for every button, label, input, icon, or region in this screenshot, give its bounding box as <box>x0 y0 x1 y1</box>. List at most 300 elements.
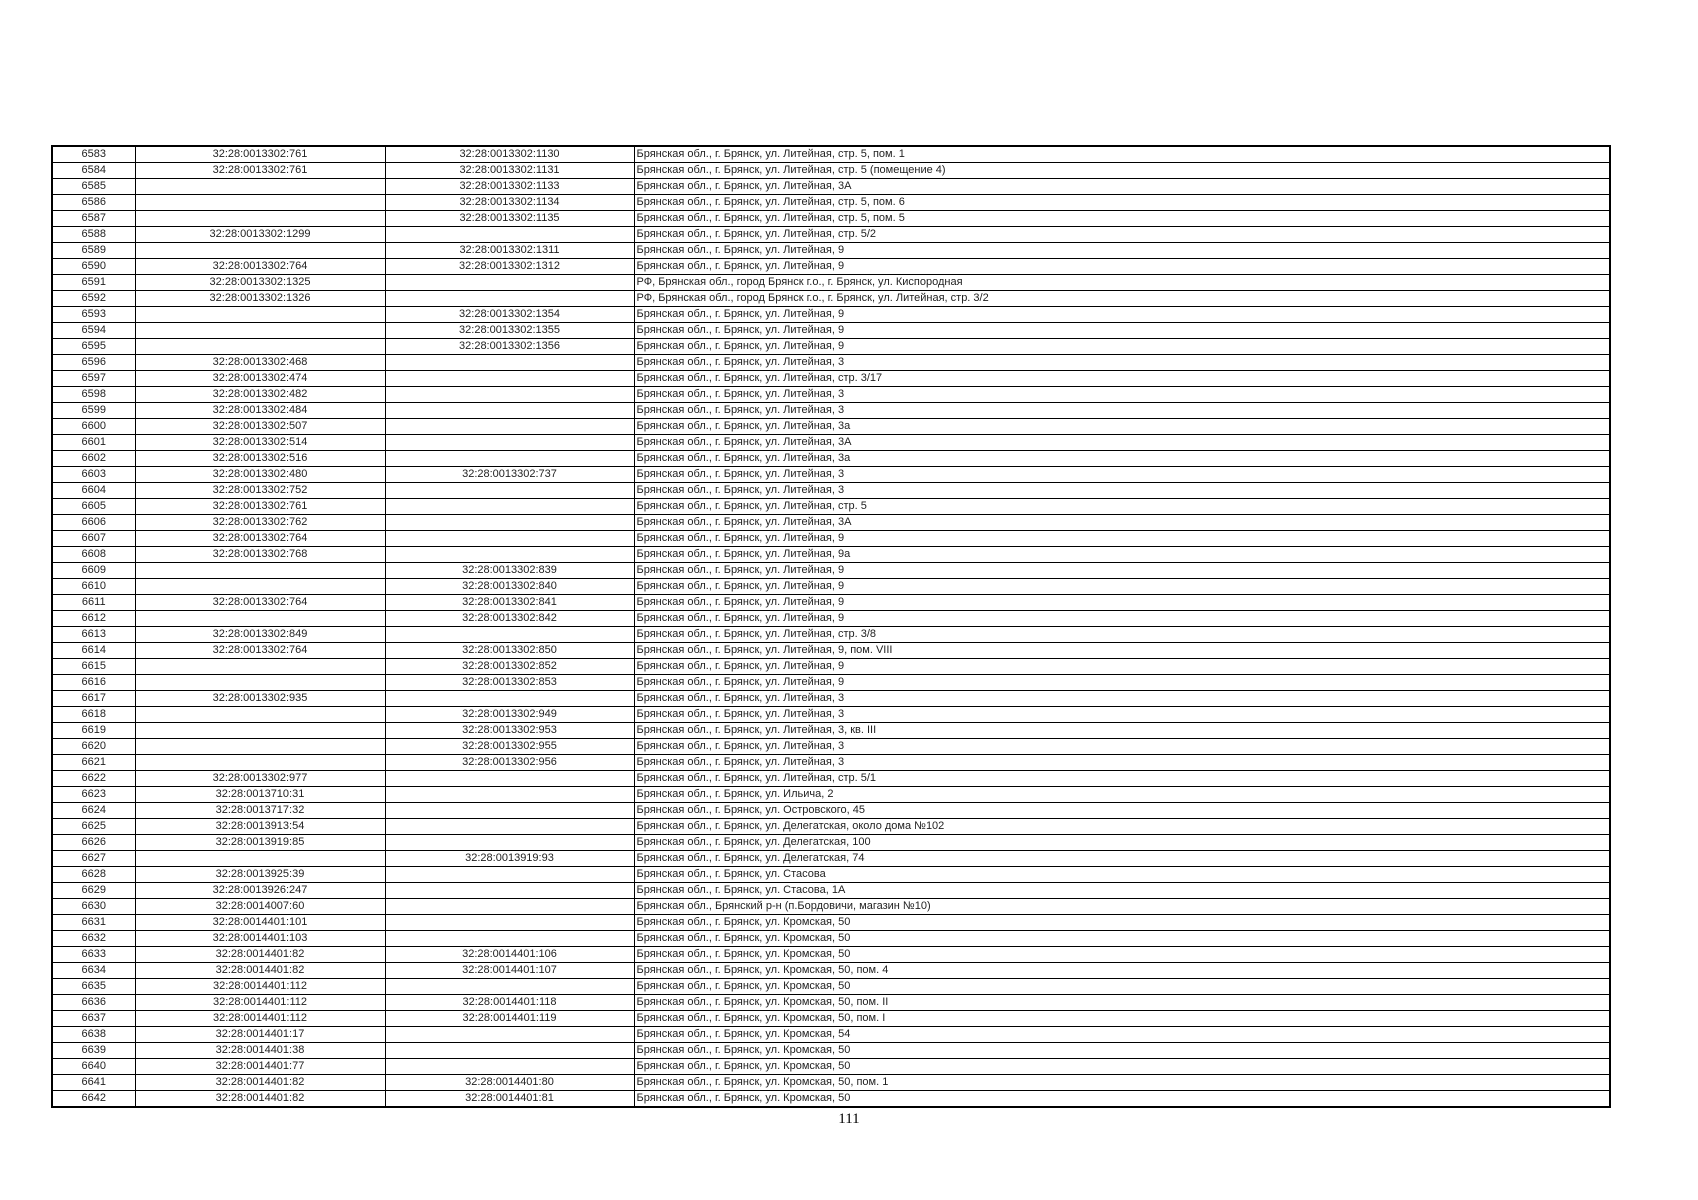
table-row <box>52 931 1610 947</box>
row-number-cell: 6635 <box>52 979 135 995</box>
object-number-cell <box>385 227 634 243</box>
table-row <box>52 146 1610 163</box>
parcel-number-cell <box>135 195 385 211</box>
row-number-cell: 6622 <box>52 771 135 787</box>
parcel-number-cell: 32:28:0013302:1326 <box>135 291 385 307</box>
row-number-cell: 6605 <box>52 499 135 515</box>
object-number-cell: 32:28:0013302:1134 <box>385 195 634 211</box>
object-number-cell <box>385 771 634 787</box>
row-number-cell: 6604 <box>52 483 135 499</box>
object-number-cell <box>385 931 634 947</box>
parcel-number-cell: 32:28:0013302:761 <box>135 163 385 179</box>
object-number-cell: 32:28:0013302:852 <box>385 659 634 675</box>
object-number-cell: 32:28:0013302:956 <box>385 755 634 771</box>
parcel-number-cell <box>135 179 385 195</box>
address-cell: Брянская обл., г. Брянск, ул. Литейная, 3 <box>634 707 1610 723</box>
object-number-cell: 32:28:0013302:1356 <box>385 339 634 355</box>
table-row <box>52 179 1610 195</box>
table-row <box>52 787 1610 803</box>
parcel-number-cell: 32:28:0013302:849 <box>135 627 385 643</box>
address-cell: Брянская обл., г. Брянск, ул. Кромская, 50 <box>634 1091 1610 1108</box>
parcel-number-cell: 32:28:0014401:77 <box>135 1059 385 1075</box>
table-row <box>52 1059 1610 1075</box>
object-number-cell <box>385 883 634 899</box>
table-row <box>52 339 1610 355</box>
address-cell: Брянская обл., г. Брянск, ул. Литейная, 9 <box>634 323 1610 339</box>
table-row <box>52 291 1610 307</box>
address-cell: Брянская обл., г. Брянск, ул. Литейная, 9, пом. VIII <box>634 643 1610 659</box>
table-row <box>52 659 1610 675</box>
row-number-cell: 6633 <box>52 947 135 963</box>
object-number-cell <box>385 435 634 451</box>
row-number-cell: 6607 <box>52 531 135 547</box>
object-number-cell: 32:28:0013302:1355 <box>385 323 634 339</box>
table-row <box>52 819 1610 835</box>
address-cell: Брянская обл., г. Брянск, ул. Кромская, 50 <box>634 1059 1610 1075</box>
parcel-number-cell: 32:28:0013302:761 <box>135 146 385 163</box>
parcel-number-cell: 32:28:0013302:507 <box>135 419 385 435</box>
row-number-cell: 6590 <box>52 259 135 275</box>
row-number-cell: 6634 <box>52 963 135 979</box>
row-number-cell: 6625 <box>52 819 135 835</box>
address-cell: Брянская обл., г. Брянск, ул. Литейная, 3А <box>634 179 1610 195</box>
address-cell: Брянская обл., г. Брянск, ул. Литейная, 3 <box>634 355 1610 371</box>
row-number-cell: 6594 <box>52 323 135 339</box>
table-row <box>52 915 1610 931</box>
object-number-cell: 32:28:0013302:1312 <box>385 259 634 275</box>
parcel-number-cell: 32:28:0013302:474 <box>135 371 385 387</box>
parcel-number-cell <box>135 611 385 627</box>
parcel-number-cell <box>135 307 385 323</box>
object-number-cell <box>385 355 634 371</box>
table-row <box>52 899 1610 915</box>
parcel-number-cell <box>135 851 385 867</box>
parcel-number-cell <box>135 323 385 339</box>
parcel-number-cell: 32:28:0014007:60 <box>135 899 385 915</box>
table-row <box>52 675 1610 691</box>
row-number-cell: 6613 <box>52 627 135 643</box>
object-number-cell <box>385 691 634 707</box>
parcel-number-cell: 32:28:0014401:112 <box>135 995 385 1011</box>
parcel-number-cell: 32:28:0014401:103 <box>135 931 385 947</box>
object-number-cell <box>385 547 634 563</box>
table-row <box>52 403 1610 419</box>
table-row <box>52 755 1610 771</box>
address-cell: Брянская обл., г. Брянск, ул. Литейная, стр. 3/8 <box>634 627 1610 643</box>
address-cell: Брянская обл., г. Брянск, ул. Литейная, 3а <box>634 419 1610 435</box>
parcel-number-cell: 32:28:0014401:82 <box>135 1075 385 1091</box>
object-number-cell: 32:28:0013302:737 <box>385 467 634 483</box>
row-number-cell: 6630 <box>52 899 135 915</box>
table-row <box>52 627 1610 643</box>
table-row <box>52 419 1610 435</box>
object-number-cell: 32:28:0013302:1354 <box>385 307 634 323</box>
address-cell: Брянская обл., г. Брянск, ул. Кромская, 50 <box>634 947 1610 963</box>
row-number-cell: 6624 <box>52 803 135 819</box>
parcel-number-cell: 32:28:0013302:1299 <box>135 227 385 243</box>
address-cell: Брянская обл., г. Брянск, ул. Литейная, стр. 5 (помещение 4) <box>634 163 1610 179</box>
row-number-cell: 6609 <box>52 563 135 579</box>
parcel-number-cell: 32:28:0014401:101 <box>135 915 385 931</box>
table-row <box>52 579 1610 595</box>
address-cell: Брянская обл., г. Брянск, ул. Кромская, 50 <box>634 931 1610 947</box>
address-cell: Брянская обл., г. Брянск, ул. Ильича, 2 <box>634 787 1610 803</box>
row-number-cell: 6600 <box>52 419 135 435</box>
object-number-cell <box>385 483 634 499</box>
table-row <box>52 243 1610 259</box>
object-number-cell: 32:28:0013919:93 <box>385 851 634 867</box>
object-number-cell <box>385 1027 634 1043</box>
parcel-number-cell: 32:28:0014401:17 <box>135 1027 385 1043</box>
table-row <box>52 963 1610 979</box>
table-row <box>52 563 1610 579</box>
page-number: 111 <box>838 1111 860 1127</box>
object-number-cell: 32:28:0013302:955 <box>385 739 634 755</box>
parcel-number-cell: 32:28:0013302:935 <box>135 691 385 707</box>
parcel-number-cell: 32:28:0013710:31 <box>135 787 385 803</box>
parcel-number-cell <box>135 755 385 771</box>
row-number-cell: 6588 <box>52 227 135 243</box>
address-cell: Брянская обл., г. Брянск, ул. Делегатская, 100 <box>634 835 1610 851</box>
table-row <box>52 995 1610 1011</box>
table-row <box>52 355 1610 371</box>
object-number-cell: 32:28:0013302:1135 <box>385 211 634 227</box>
parcel-number-cell: 32:28:0013919:85 <box>135 835 385 851</box>
object-number-cell: 32:28:0013302:839 <box>385 563 634 579</box>
parcel-number-cell: 32:28:0013302:480 <box>135 467 385 483</box>
object-number-cell <box>385 387 634 403</box>
address-cell: Брянская обл., г. Брянск, ул. Литейная, 9 <box>634 563 1610 579</box>
address-cell: Брянская обл., г. Брянск, ул. Литейная, 3 <box>634 387 1610 403</box>
row-number-cell: 6592 <box>52 291 135 307</box>
address-cell: Брянская обл., г. Брянск, ул. Стасова, 1А <box>634 883 1610 899</box>
address-cell: Брянская обл., г. Брянск, ул. Литейная, 9 <box>634 243 1610 259</box>
address-cell: Брянская обл., г. Брянск, ул. Литейная, 3 <box>634 739 1610 755</box>
parcel-number-cell <box>135 579 385 595</box>
parcel-number-cell: 32:28:0013302:977 <box>135 771 385 787</box>
row-number-cell: 6623 <box>52 787 135 803</box>
row-number-cell: 6584 <box>52 163 135 179</box>
row-number-cell: 6615 <box>52 659 135 675</box>
table-row <box>52 323 1610 339</box>
parcel-number-cell <box>135 243 385 259</box>
table-row <box>52 371 1610 387</box>
row-number-cell: 6599 <box>52 403 135 419</box>
table-row <box>52 163 1610 179</box>
row-number-cell: 6619 <box>52 723 135 739</box>
address-cell: РФ, Брянская обл., город Брянск г.о., г. Брянск, ул. Литейная, стр. 3/2 <box>634 291 1610 307</box>
row-number-cell: 6601 <box>52 435 135 451</box>
address-cell: Брянская обл., г. Брянск, ул. Кромская, 50, пом. II <box>634 995 1610 1011</box>
object-number-cell <box>385 275 634 291</box>
row-number-cell: 6627 <box>52 851 135 867</box>
row-number-cell: 6632 <box>52 931 135 947</box>
object-number-cell: 32:28:0014401:106 <box>385 947 634 963</box>
parcel-number-cell: 32:28:0013302:764 <box>135 643 385 659</box>
address-cell: Брянская обл., г. Брянск, ул. Литейная, стр. 5/1 <box>634 771 1610 787</box>
address-cell: Брянская обл., г. Брянск, ул. Кромская, 50, пом. 4 <box>634 963 1610 979</box>
address-cell: Брянская обл., г. Брянск, ул. Литейная, 9 <box>634 611 1610 627</box>
table-row <box>52 979 1610 995</box>
address-cell: Брянская обл., г. Брянск, ул. Литейная, 3А <box>634 515 1610 531</box>
address-cell: Брянская обл., г. Брянск, ул. Литейная, 9 <box>634 307 1610 323</box>
parcel-number-cell <box>135 707 385 723</box>
object-number-cell: 32:28:0013302:842 <box>385 611 634 627</box>
row-number-cell: 6637 <box>52 1011 135 1027</box>
table-row <box>52 611 1610 627</box>
object-number-cell: 32:28:0014401:80 <box>385 1075 634 1091</box>
parcel-number-cell: 32:28:0013717:32 <box>135 803 385 819</box>
row-number-cell: 6591 <box>52 275 135 291</box>
object-number-cell <box>385 403 634 419</box>
row-number-cell: 6639 <box>52 1043 135 1059</box>
records-table <box>51 145 1611 1108</box>
row-number-cell: 6595 <box>52 339 135 355</box>
table-row <box>52 1043 1610 1059</box>
object-number-cell: 32:28:0014401:119 <box>385 1011 634 1027</box>
object-number-cell: 32:28:0013302:953 <box>385 723 634 739</box>
address-cell: Брянская обл., г. Брянск, ул. Литейная, 9 <box>634 579 1610 595</box>
table-row <box>52 387 1610 403</box>
object-number-cell <box>385 915 634 931</box>
object-number-cell <box>385 499 634 515</box>
table-row <box>52 867 1610 883</box>
address-cell: Брянская обл., Брянский р-н (п.Бордовичи, магазин №10) <box>634 899 1610 915</box>
address-cell: Брянская обл., г. Брянск, ул. Литейная, 3 <box>634 467 1610 483</box>
object-number-cell <box>385 515 634 531</box>
row-number-cell: 6610 <box>52 579 135 595</box>
row-number-cell: 6606 <box>52 515 135 531</box>
address-cell: Брянская обл., г. Брянск, ул. Литейная, 3 <box>634 691 1610 707</box>
address-cell: Брянская обл., г. Брянск, ул. Стасова <box>634 867 1610 883</box>
parcel-number-cell: 32:28:0013302:484 <box>135 403 385 419</box>
parcel-number-cell: 32:28:0013302:516 <box>135 451 385 467</box>
row-number-cell: 6621 <box>52 755 135 771</box>
object-number-cell <box>385 419 634 435</box>
parcel-number-cell <box>135 739 385 755</box>
row-number-cell: 6618 <box>52 707 135 723</box>
address-cell: Брянская обл., г. Брянск, ул. Литейная, 3а <box>634 451 1610 467</box>
object-number-cell <box>385 1059 634 1075</box>
address-cell: Брянская обл., г. Брянск, ул. Делегатская, 74 <box>634 851 1610 867</box>
address-cell: Брянская обл., г. Брянск, ул. Литейная, 9 <box>634 659 1610 675</box>
row-number-cell: 6626 <box>52 835 135 851</box>
object-number-cell <box>385 291 634 307</box>
object-number-cell: 32:28:0013302:1131 <box>385 163 634 179</box>
address-cell: Брянская обл., г. Брянск, ул. Литейная, 9 <box>634 259 1610 275</box>
address-cell: Брянская обл., г. Брянск, ул. Литейная, стр. 3/17 <box>634 371 1610 387</box>
row-number-cell: 6585 <box>52 179 135 195</box>
table-row <box>52 707 1610 723</box>
object-number-cell: 32:28:0014401:107 <box>385 963 634 979</box>
object-number-cell <box>385 451 634 467</box>
row-number-cell: 6602 <box>52 451 135 467</box>
table-row <box>52 499 1610 515</box>
parcel-number-cell: 32:28:0013302:761 <box>135 499 385 515</box>
address-cell: Брянская обл., г. Брянск, ул. Островского, 45 <box>634 803 1610 819</box>
parcel-number-cell: 32:28:0014401:112 <box>135 1011 385 1027</box>
row-number-cell: 6583 <box>52 146 135 163</box>
table-row <box>52 483 1610 499</box>
parcel-number-cell: 32:28:0013302:762 <box>135 515 385 531</box>
table-row <box>52 259 1610 275</box>
table-row <box>52 515 1610 531</box>
object-number-cell: 32:28:0013302:949 <box>385 707 634 723</box>
row-number-cell: 6638 <box>52 1027 135 1043</box>
address-cell: Брянская обл., г. Брянск, ул. Литейная, 3 <box>634 755 1610 771</box>
parcel-number-cell: 32:28:0014401:112 <box>135 979 385 995</box>
address-cell: Брянская обл., г. Брянск, ул. Литейная, 3, кв. III <box>634 723 1610 739</box>
row-number-cell: 6614 <box>52 643 135 659</box>
table-row <box>52 771 1610 787</box>
object-number-cell <box>385 819 634 835</box>
row-number-cell: 6640 <box>52 1059 135 1075</box>
object-number-cell <box>385 787 634 803</box>
object-number-cell: 32:28:0014401:81 <box>385 1091 634 1108</box>
object-number-cell <box>385 627 634 643</box>
table-row <box>52 531 1610 547</box>
row-number-cell: 6616 <box>52 675 135 691</box>
row-number-cell: 6608 <box>52 547 135 563</box>
row-number-cell: 6612 <box>52 611 135 627</box>
table-row <box>52 307 1610 323</box>
row-number-cell: 6587 <box>52 211 135 227</box>
table-row <box>52 835 1610 851</box>
parcel-number-cell <box>135 339 385 355</box>
table-row <box>52 227 1610 243</box>
object-number-cell <box>385 803 634 819</box>
table-row <box>52 723 1610 739</box>
object-number-cell: 32:28:0013302:1130 <box>385 146 634 163</box>
parcel-number-cell: 32:28:0013302:764 <box>135 259 385 275</box>
object-number-cell: 32:28:0013302:1133 <box>385 179 634 195</box>
address-cell: Брянская обл., г. Брянск, ул. Кромская, 54 <box>634 1027 1610 1043</box>
row-number-cell: 6593 <box>52 307 135 323</box>
parcel-number-cell <box>135 675 385 691</box>
table-row <box>52 275 1610 291</box>
table-row <box>52 451 1610 467</box>
parcel-number-cell <box>135 563 385 579</box>
object-number-cell: 32:28:0013302:850 <box>385 643 634 659</box>
table-row <box>52 195 1610 211</box>
address-cell: Брянская обл., г. Брянск, ул. Литейная, 9 <box>634 531 1610 547</box>
address-cell: Брянская обл., г. Брянск, ул. Кромская, 50 <box>634 915 1610 931</box>
table-row <box>52 595 1610 611</box>
address-cell: Брянская обл., г. Брянск, ул. Литейная, стр. 5/2 <box>634 227 1610 243</box>
address-cell: РФ, Брянская обл., город Брянск г.о., г. Брянск, ул. Киспородная <box>634 275 1610 291</box>
address-cell: Брянская обл., г. Брянск, ул. Делегатская, около дома №102 <box>634 819 1610 835</box>
address-cell: Брянская обл., г. Брянск, ул. Литейная, 9 <box>634 595 1610 611</box>
address-cell: Брянская обл., г. Брянск, ул. Литейная, стр. 5, пом. 5 <box>634 211 1610 227</box>
object-number-cell: 32:28:0013302:840 <box>385 579 634 595</box>
parcel-number-cell: 32:28:0013926:247 <box>135 883 385 899</box>
row-number-cell: 6620 <box>52 739 135 755</box>
row-number-cell: 6628 <box>52 867 135 883</box>
parcel-number-cell: 32:28:0014401:82 <box>135 963 385 979</box>
object-number-cell <box>385 371 634 387</box>
object-number-cell <box>385 867 634 883</box>
table-row <box>52 435 1610 451</box>
row-number-cell: 6641 <box>52 1075 135 1091</box>
address-cell: Брянская обл., г. Брянск, ул. Литейная, 9 <box>634 339 1610 355</box>
object-number-cell <box>385 1043 634 1059</box>
object-number-cell: 32:28:0013302:841 <box>385 595 634 611</box>
parcel-number-cell: 32:28:0013302:764 <box>135 595 385 611</box>
row-number-cell: 6617 <box>52 691 135 707</box>
row-number-cell: 6611 <box>52 595 135 611</box>
parcel-number-cell: 32:28:0013913:54 <box>135 819 385 835</box>
object-number-cell <box>385 835 634 851</box>
table-row <box>52 547 1610 563</box>
object-number-cell: 32:28:0014401:118 <box>385 995 634 1011</box>
row-number-cell: 6631 <box>52 915 135 931</box>
parcel-number-cell <box>135 723 385 739</box>
parcel-number-cell: 32:28:0014401:82 <box>135 1091 385 1108</box>
object-number-cell <box>385 979 634 995</box>
row-number-cell: 6597 <box>52 371 135 387</box>
row-number-cell: 6629 <box>52 883 135 899</box>
table-row <box>52 467 1610 483</box>
address-cell: Брянская обл., г. Брянск, ул. Литейная, 3 <box>634 403 1610 419</box>
parcel-number-cell: 32:28:0013302:514 <box>135 435 385 451</box>
address-cell: Брянская обл., г. Брянск, ул. Кромская, 50 <box>634 979 1610 995</box>
table-row <box>52 643 1610 659</box>
parcel-number-cell: 32:28:0013302:482 <box>135 387 385 403</box>
parcel-number-cell: 32:28:0013925:39 <box>135 867 385 883</box>
parcel-number-cell: 32:28:0013302:768 <box>135 547 385 563</box>
row-number-cell: 6596 <box>52 355 135 371</box>
table-row <box>52 851 1610 867</box>
parcel-number-cell: 32:28:0013302:1325 <box>135 275 385 291</box>
object-number-cell <box>385 899 634 915</box>
parcel-number-cell: 32:28:0013302:764 <box>135 531 385 547</box>
row-number-cell: 6636 <box>52 995 135 1011</box>
parcel-number-cell: 32:28:0014401:38 <box>135 1043 385 1059</box>
address-cell: Брянская обл., г. Брянск, ул. Литейная, 9 <box>634 675 1610 691</box>
object-number-cell: 32:28:0013302:853 <box>385 675 634 691</box>
address-cell: Брянская обл., г. Брянск, ул. Кромская, 50 <box>634 1043 1610 1059</box>
table-body <box>52 146 1610 1107</box>
parcel-number-cell: 32:28:0014401:82 <box>135 947 385 963</box>
row-number-cell: 6586 <box>52 195 135 211</box>
parcel-number-cell: 32:28:0013302:752 <box>135 483 385 499</box>
address-cell: Брянская обл., г. Брянск, ул. Литейная, стр. 5, пом. 6 <box>634 195 1610 211</box>
parcel-number-cell: 32:28:0013302:468 <box>135 355 385 371</box>
table-row <box>52 1091 1610 1108</box>
parcel-number-cell <box>135 659 385 675</box>
row-number-cell: 6589 <box>52 243 135 259</box>
table-row <box>52 691 1610 707</box>
address-cell: Брянская обл., г. Брянск, ул. Литейная, 3А <box>634 435 1610 451</box>
address-cell: Брянская обл., г. Брянск, ул. Литейная, 3 <box>634 483 1610 499</box>
table-row <box>52 883 1610 899</box>
parcel-number-cell <box>135 211 385 227</box>
table-row <box>52 1027 1610 1043</box>
address-cell: Брянская обл., г. Брянск, ул. Кромская, 50, пом. I <box>634 1011 1610 1027</box>
address-cell: Брянская обл., г. Брянск, ул. Кромская, 50, пом. 1 <box>634 1075 1610 1091</box>
table-row <box>52 803 1610 819</box>
address-cell: Брянская обл., г. Брянск, ул. Литейная, стр. 5, пом. 1 <box>634 146 1610 163</box>
table-row <box>52 211 1610 227</box>
row-number-cell: 6598 <box>52 387 135 403</box>
table-row <box>52 1011 1610 1027</box>
address-cell: Брянская обл., г. Брянск, ул. Литейная, стр. 5 <box>634 499 1610 515</box>
table-row <box>52 1075 1610 1091</box>
table-row <box>52 947 1610 963</box>
row-number-cell: 6642 <box>52 1091 135 1108</box>
object-number-cell <box>385 531 634 547</box>
object-number-cell: 32:28:0013302:1311 <box>385 243 634 259</box>
